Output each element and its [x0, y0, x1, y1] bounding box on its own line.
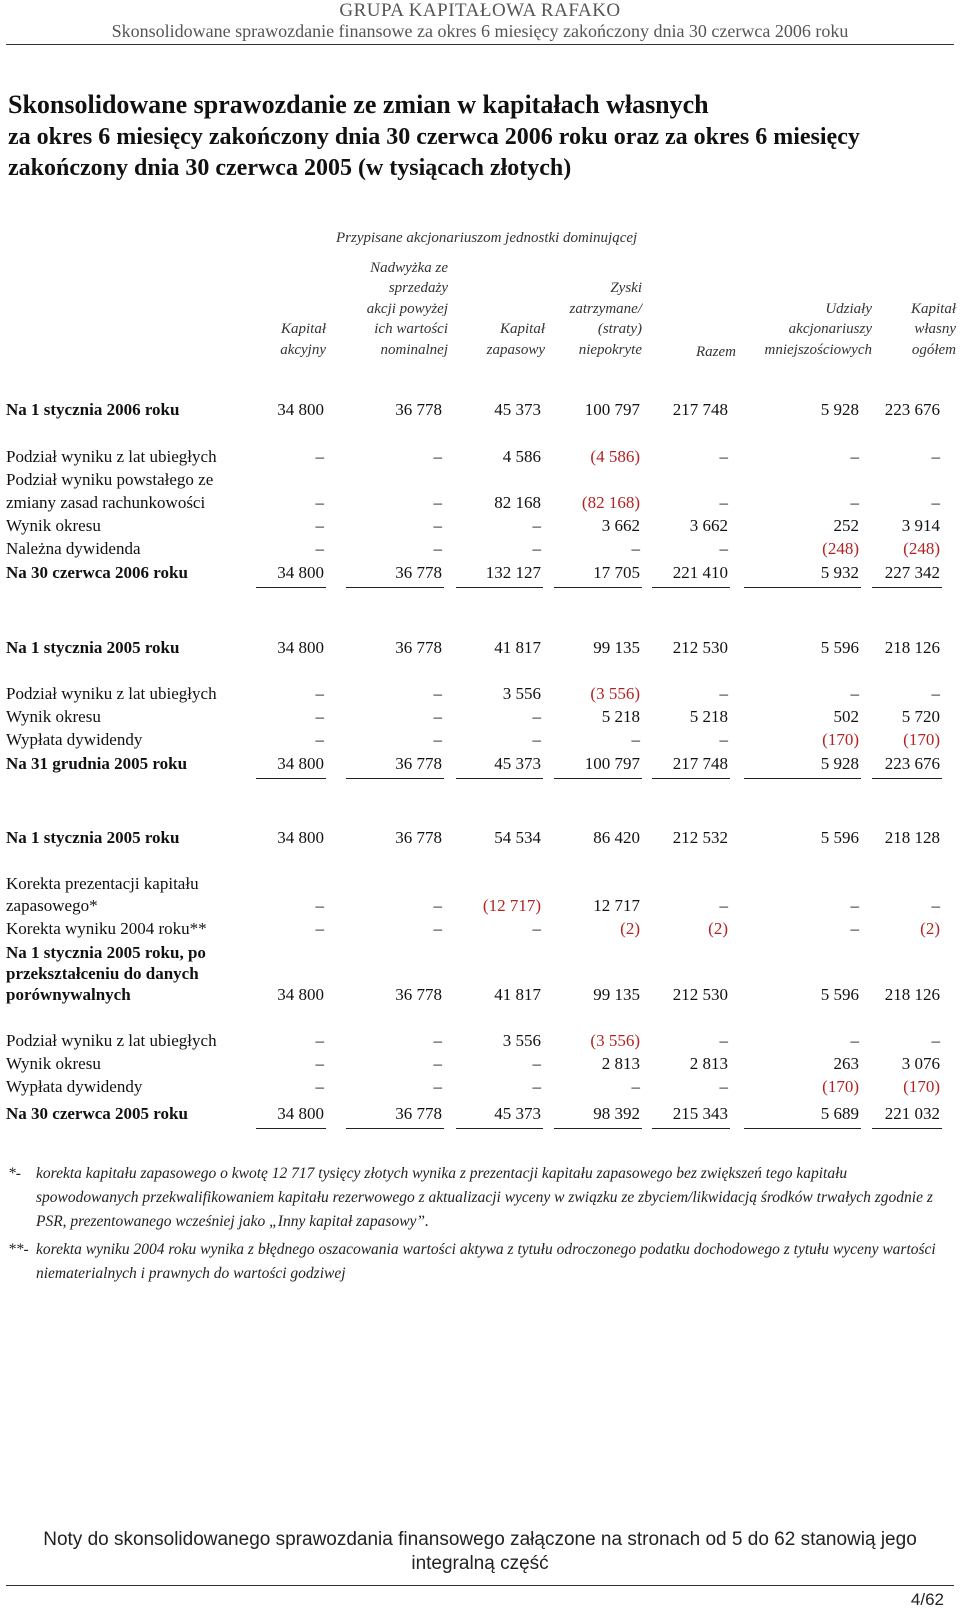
- cell-value: 34 800: [277, 985, 324, 1004]
- table-row: [6, 398, 956, 422]
- cell-value: (3 556): [590, 1031, 640, 1050]
- cell-value: 45 373: [494, 754, 541, 773]
- row-label: Podział wyniku z lat ubiegłych: [6, 684, 217, 703]
- column-header-line: ich wartości: [374, 321, 448, 337]
- cell-value: 36 778: [395, 638, 442, 657]
- row-label: Podział wyniku z lat ubiegłych: [6, 1031, 217, 1050]
- cell-value: –: [315, 493, 324, 512]
- cell-value: 41 817: [494, 638, 541, 657]
- cell-value: 5 928: [820, 754, 859, 773]
- row-label: Wynik okresu: [6, 1054, 101, 1073]
- notes-statement: Noty do skonsolidowanego sprawozdania finansowego załączone na stronach od 5 do 62 stanowią jego integralną część: [43, 1529, 917, 1574]
- cell-value: –: [850, 447, 859, 466]
- title-line-2: za okres 6 miesięcy zakończony dnia 30 czerwca 2006 roku oraz za okres 6 miesięcy: [8, 124, 860, 150]
- cell-value: (2): [920, 919, 940, 938]
- row-label: Podział wyniku powstałego ze: [6, 470, 214, 489]
- cell-value: –: [433, 684, 442, 703]
- row-label: przekształceniu do danych: [6, 964, 199, 983]
- cell-value: –: [719, 447, 728, 466]
- cell-value: (12 717): [482, 896, 541, 915]
- cell-value: (82 168): [581, 493, 640, 512]
- total-underline: [744, 1128, 861, 1129]
- footnote-text: korekta wyniku 2004 roku wynika z błędnego oszacowania wartości aktywa z tytułu odroczonego podatku dochodowego z tytułu wyceny wartości niematerialnych i prawnych do wartości godziwej: [36, 1241, 936, 1282]
- column-header-line: zapasowy: [486, 341, 545, 358]
- subtotal-rule: [348, 751, 442, 752]
- cell-value: –: [931, 1031, 940, 1050]
- table-row: [6, 872, 956, 896]
- cell-value: 34 800: [277, 563, 324, 582]
- cell-value: 3 662: [601, 516, 640, 535]
- total-underline: [554, 1128, 642, 1129]
- cell-value: 5 218: [689, 707, 728, 726]
- cell-value: 36 778: [395, 1104, 442, 1123]
- row-label: Na 1 stycznia 2005 roku: [6, 828, 180, 847]
- total-underline: [456, 778, 543, 779]
- cell-value: 98 392: [593, 1104, 640, 1123]
- row-label: Wypłata dywidendy: [6, 1077, 143, 1096]
- cell-value: 212 532: [672, 828, 728, 847]
- table-row: [6, 537, 956, 561]
- table-row: [6, 1029, 956, 1053]
- column-header-line: akcyjny: [280, 341, 326, 358]
- total-underline: [346, 587, 444, 588]
- column-header-line: akcjonariuszy: [788, 321, 872, 337]
- cell-value: 17 705: [593, 563, 640, 582]
- table-row: [6, 826, 956, 850]
- cell-value: (3 556): [590, 684, 640, 703]
- cell-value: –: [850, 1031, 859, 1050]
- cell-value: –: [433, 516, 442, 535]
- cell-value: 34 800: [277, 754, 324, 773]
- column-header-c4: [696, 342, 736, 363]
- cell-value: (170): [822, 1077, 859, 1096]
- cell-value: 36 778: [395, 563, 442, 582]
- row-label: Na 1 stycznia 2006 roku: [6, 400, 180, 419]
- cell-value: –: [532, 707, 541, 726]
- footnote-text: korekta kapitału zapasowego o kwotę 12 717 tysięcy złotych wynika z prezentacji kapitału zapasowego bez zwiększeń tego kapitału spowodowanych przekwalifikowaniem kapitału rezerwowego z aktualizacji wyceny w związku ze zbyciem/likwidacją środków trwałych zgodnie z PSR, prezentowanego wcześniej jako „Inny kapitał zapasowy”.: [36, 1165, 933, 1230]
- cell-value: –: [631, 1077, 640, 1096]
- cell-value: 5 932: [820, 563, 859, 582]
- cell-value: 86 420: [593, 828, 640, 847]
- cell-value: –: [433, 493, 442, 512]
- cell-value: (4 586): [590, 447, 640, 466]
- column-header-line: niepokryte: [578, 341, 642, 358]
- footnote-mark: *-: [8, 1165, 21, 1182]
- cell-value: –: [315, 516, 324, 535]
- cell-value: 3 556: [502, 684, 541, 703]
- row-label: Wypłata dywidendy: [6, 730, 143, 749]
- table-row: [6, 894, 956, 918]
- row-label: Na 1 stycznia 2005 roku, po: [6, 943, 206, 962]
- cell-value: 45 373: [494, 400, 541, 419]
- cell-value: 5 596: [820, 985, 859, 1004]
- cell-value: –: [631, 730, 640, 749]
- table-row: [6, 1052, 956, 1076]
- row-label: Należna dywidenda: [6, 539, 141, 558]
- cell-value: 99 135: [593, 985, 640, 1004]
- cell-value: –: [532, 516, 541, 535]
- cell-value: 223 676: [884, 754, 940, 773]
- column-header-line: akcji powyżej: [366, 300, 448, 317]
- total-underline: [744, 778, 861, 779]
- subtotal-rule: [258, 751, 324, 752]
- row-label: zapasowego*: [6, 896, 98, 915]
- cell-value: (248): [903, 539, 940, 558]
- column-header-line: własny: [914, 321, 956, 337]
- cell-value: (2): [620, 919, 640, 938]
- cell-value: 36 778: [395, 754, 442, 773]
- cell-value: 252: [833, 516, 859, 535]
- cell-value: –: [532, 1077, 541, 1096]
- cell-value: –: [719, 1077, 728, 1096]
- row-label: porównywalnych: [6, 985, 131, 1004]
- cell-value: 4 586: [502, 447, 541, 466]
- total-underline: [456, 587, 543, 588]
- column-header-c3: [570, 278, 643, 360]
- subtotal-rule: [556, 1101, 640, 1102]
- cell-value: –: [931, 447, 940, 466]
- total-underline: [652, 587, 730, 588]
- cell-value: –: [433, 707, 442, 726]
- cell-value: –: [631, 539, 640, 558]
- cell-value: 5 218: [601, 707, 640, 726]
- cell-value: –: [931, 493, 940, 512]
- cell-value: –: [850, 684, 859, 703]
- total-underline: [872, 1128, 942, 1129]
- cell-value: –: [719, 684, 728, 703]
- subtotal-rule: [458, 1101, 541, 1102]
- column-header-line: sprzedaży: [388, 280, 448, 296]
- cell-value: 34 800: [277, 828, 324, 847]
- column-header-line: Kapitał: [910, 300, 956, 317]
- cell-value: –: [315, 730, 324, 749]
- cell-value: 54 534: [494, 828, 541, 847]
- table-row: [6, 682, 956, 706]
- subtotal-rule: [258, 1101, 324, 1102]
- total-underline: [554, 778, 642, 779]
- row-label: Na 30 czerwca 2006 roku: [6, 563, 188, 582]
- cell-value: 3 556: [502, 1031, 541, 1050]
- cell-value: 99 135: [593, 638, 640, 657]
- total-underline: [456, 1128, 543, 1129]
- total-underline: [256, 778, 326, 779]
- total-underline: [872, 778, 942, 779]
- cell-value: –: [433, 1077, 442, 1096]
- total-underline: [872, 587, 942, 588]
- row-label: Na 31 grudnia 2005 roku: [6, 754, 188, 773]
- subtotal-rule: [556, 751, 640, 752]
- cell-value: –: [315, 539, 324, 558]
- table-row: [6, 1075, 956, 1099]
- column-header-line: mniejszościowych: [764, 341, 872, 358]
- cell-value: –: [433, 919, 442, 938]
- cell-value: –: [315, 447, 324, 466]
- cell-value: –: [850, 493, 859, 512]
- subtotal-rule: [458, 560, 541, 561]
- total-underline: [256, 1128, 326, 1129]
- cell-value: –: [719, 896, 728, 915]
- column-header-line: Nadwyżka ze: [370, 259, 448, 276]
- company-name: GRUPA KAPITAŁOWA RAFAKO: [339, 0, 621, 21]
- column-header-line: ogółem: [911, 341, 956, 358]
- cell-value: 5 720: [901, 707, 940, 726]
- row-label: Na 30 czerwca 2005 roku: [6, 1104, 188, 1123]
- subtotal-rule: [556, 560, 640, 561]
- table-row: [6, 491, 956, 515]
- column-header-line: Zyski: [610, 280, 642, 296]
- table-row: [6, 468, 956, 492]
- cell-value: 212 530: [672, 985, 728, 1004]
- cell-value: –: [931, 896, 940, 915]
- cell-value: 41 817: [494, 985, 541, 1004]
- cell-value: –: [719, 493, 728, 512]
- cell-value: 227 342: [884, 563, 940, 582]
- cell-value: 263: [833, 1054, 859, 1073]
- page-number: 4/62: [910, 1590, 944, 1609]
- cell-value: –: [532, 919, 541, 938]
- cell-value: –: [433, 539, 442, 558]
- header-rule: [6, 44, 954, 45]
- cell-value: 223 676: [884, 400, 940, 419]
- cell-value: –: [532, 730, 541, 749]
- table-row: [6, 1102, 956, 1126]
- cell-value: 212 530: [672, 638, 728, 657]
- cell-value: (170): [903, 730, 940, 749]
- cell-value: 36 778: [395, 985, 442, 1004]
- cell-value: 3 914: [901, 516, 940, 535]
- cell-value: 5 596: [820, 638, 859, 657]
- cell-value: –: [433, 896, 442, 915]
- column-header-line: nominalnej: [380, 341, 448, 358]
- cell-value: 3 076: [901, 1054, 940, 1073]
- cell-value: 218 126: [884, 638, 940, 657]
- column-header-line: Udziały: [825, 300, 872, 317]
- cell-value: –: [850, 919, 859, 938]
- cell-value: 34 800: [277, 400, 324, 419]
- cell-value: –: [719, 539, 728, 558]
- cell-value: –: [719, 1031, 728, 1050]
- cell-value: 218 128: [884, 828, 940, 847]
- cell-value: –: [315, 707, 324, 726]
- footer-rule: [6, 1585, 954, 1586]
- cell-value: 217 748: [672, 754, 728, 773]
- cell-value: –: [315, 1031, 324, 1050]
- total-underline: [346, 778, 444, 779]
- total-underline: [554, 587, 642, 588]
- table-row: [6, 752, 956, 776]
- cell-value: (170): [903, 1077, 940, 1096]
- cell-value: –: [315, 1054, 324, 1073]
- cell-value: –: [931, 684, 940, 703]
- cell-value: 45 373: [494, 1104, 541, 1123]
- cell-value: 5 689: [820, 1104, 859, 1123]
- row-label: Wynik okresu: [6, 516, 101, 535]
- total-underline: [256, 587, 326, 588]
- column-header-line: (straty): [597, 321, 642, 337]
- table-row: [6, 728, 956, 752]
- cell-value: 215 343: [672, 1104, 728, 1123]
- subtotal-rule: [458, 751, 541, 752]
- cell-value: (248): [822, 539, 859, 558]
- table-row: [6, 445, 956, 469]
- column-group-header: Przypisane akcjonariuszom jednostki dominującej: [336, 230, 638, 246]
- cell-value: 217 748: [672, 400, 728, 419]
- cell-value: 221 410: [672, 563, 728, 582]
- cell-value: 3 662: [689, 516, 728, 535]
- row-label: Korekta wyniku 2004 roku**: [6, 919, 207, 938]
- cell-value: 218 126: [884, 985, 940, 1004]
- row-label: Wynik okresu: [6, 707, 101, 726]
- table-row: [6, 514, 956, 538]
- table-row: [6, 561, 956, 585]
- column-header-c2: [487, 319, 545, 360]
- row-label: Na 1 stycznia 2005 roku: [6, 638, 180, 657]
- subtotal-rule: [348, 1101, 442, 1102]
- report-name: Skonsolidowane sprawozdanie finansowe za okres 6 miesięcy zakończony dnia 30 czerwca 2006 roku: [111, 21, 849, 41]
- cell-value: 221 032: [884, 1104, 940, 1123]
- cell-value: 5 928: [820, 400, 859, 419]
- footnote: [8, 1162, 948, 1234]
- column-header-c0: [280, 319, 326, 360]
- cell-value: 34 800: [277, 638, 324, 657]
- cell-value: 36 778: [395, 828, 442, 847]
- cell-value: –: [315, 919, 324, 938]
- cell-value: (170): [822, 730, 859, 749]
- table-row: [6, 705, 956, 729]
- total-underline: [652, 778, 730, 779]
- cell-value: –: [532, 1054, 541, 1073]
- table-row: [6, 636, 956, 660]
- footnote-mark: **-: [8, 1241, 29, 1258]
- column-header-line: Razem: [696, 343, 736, 360]
- row-label: Podział wyniku z lat ubiegłych: [6, 447, 217, 466]
- cell-value: 5 596: [820, 828, 859, 847]
- column-header-line: zatrzymane/: [569, 300, 642, 317]
- table-row: [6, 917, 956, 941]
- cell-value: 12 717: [593, 896, 640, 915]
- cell-value: –: [315, 1077, 324, 1096]
- column-header-c1: [367, 258, 448, 361]
- cell-value: 36 778: [395, 400, 442, 419]
- cell-value: 82 168: [494, 493, 541, 512]
- cell-value: –: [719, 730, 728, 749]
- cell-value: –: [433, 1031, 442, 1050]
- cell-value: –: [315, 684, 324, 703]
- footnote: [8, 1238, 948, 1286]
- total-underline: [346, 1128, 444, 1129]
- total-underline: [744, 587, 861, 588]
- cell-value: 100 797: [584, 754, 640, 773]
- cell-value: 132 127: [485, 563, 541, 582]
- cell-value: (2): [708, 919, 728, 938]
- table-row: [6, 983, 956, 1007]
- column-header-c5: [765, 299, 872, 361]
- title-line-1: Skonsolidowane sprawozdanie ze zmian w kapitałach własnych: [8, 90, 709, 119]
- cell-value: –: [433, 730, 442, 749]
- subtotal-rule: [258, 560, 324, 561]
- cell-value: 2 813: [601, 1054, 640, 1073]
- cell-value: 2 813: [689, 1054, 728, 1073]
- cell-value: 502: [833, 707, 859, 726]
- cell-value: –: [433, 1054, 442, 1073]
- column-header-c6: [911, 299, 956, 361]
- row-label: Korekta prezentacji kapitału: [6, 874, 199, 893]
- cell-value: –: [315, 896, 324, 915]
- row-label: zmiany zasad rachunkowości: [6, 493, 206, 512]
- cell-value: –: [532, 539, 541, 558]
- title-line-3: zakończony dnia 30 czerwca 2005 (w tysiącach złotych): [8, 155, 572, 181]
- cell-value: 100 797: [584, 400, 640, 419]
- subtotal-rule: [348, 560, 442, 561]
- total-underline: [652, 1128, 730, 1129]
- cell-value: –: [850, 896, 859, 915]
- column-header-line: Kapitał: [280, 321, 326, 337]
- cell-value: 34 800: [277, 1104, 324, 1123]
- statement-title: [8, 92, 948, 180]
- column-header-line: Kapitał: [499, 321, 545, 337]
- cell-value: –: [433, 447, 442, 466]
